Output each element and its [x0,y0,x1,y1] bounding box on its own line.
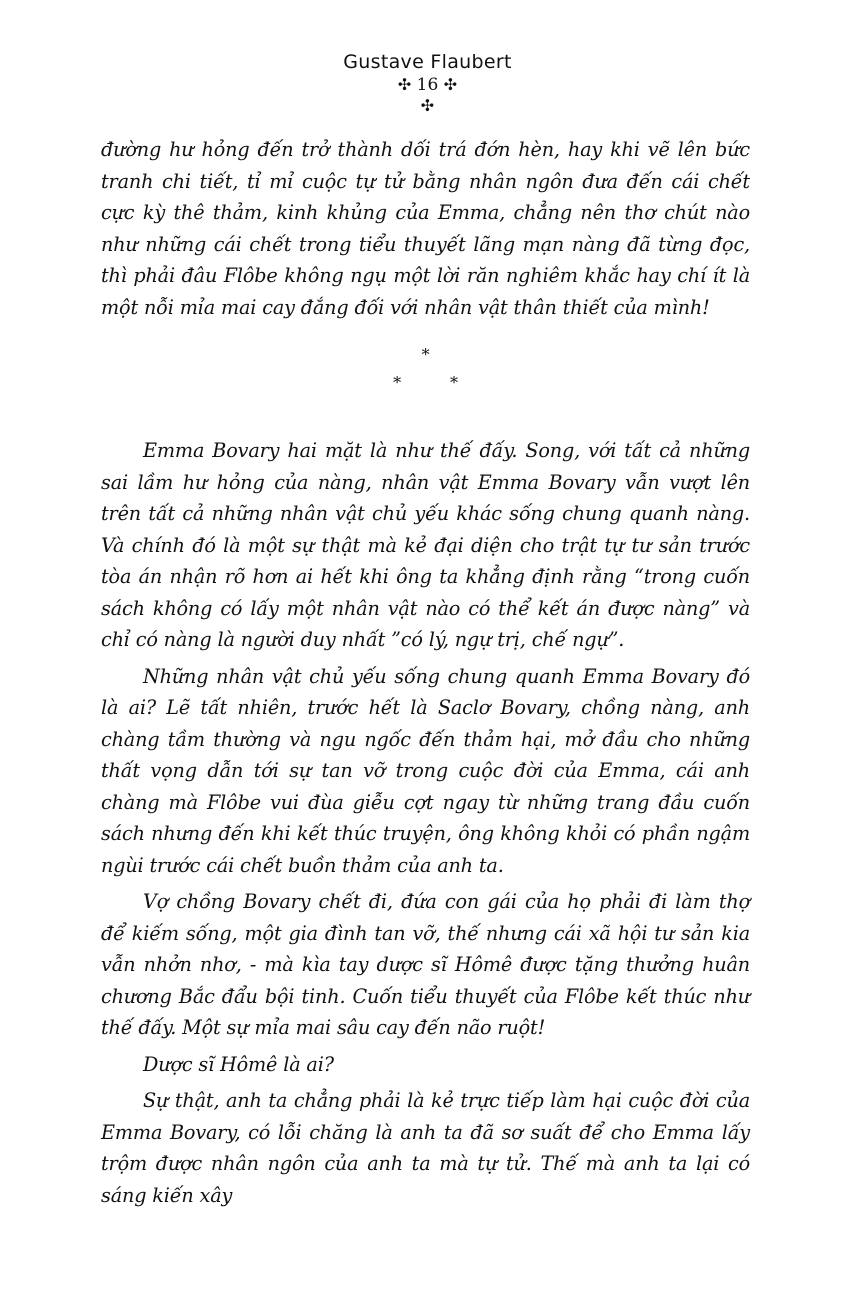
page-number-line [0,74,855,96]
separator-star: * [450,373,458,392]
four-petal-ornament-icon: ✣ [443,75,458,94]
paragraph: Những nhân vật chủ yếu sống chung quanh Emma Bovary đó là ai? Lẽ tất nhiên, trước hết là Saclơ Bovary, chồng nàng, anh chàng tầm thường và ngu ngốc đến thảm hại, mở đầu cho những thất vọng dẫn tới sự tan vỡ trong cuộc đời của Emma, cái anh chàng mà Flôbe vui đùa giễu cợt ngay từ những trang đầu cuốn sách nhưng đến khi kết thúc truyện, ông không khỏi có phần ngậm ngùi trước cái chết buồn thảm của anh ta. [101,664,750,877]
separator-star: * [421,345,430,364]
paragraph: Vợ chồng Bovary chết đi, đứa con gái của họ phải đi làm thợ để kiếm sống, một gia đình tan vỡ, thế nhưng cái xã hội tư sản kia vẫn nhởn nhơ, - mà kìa tay dược sĩ Hômê được tặng thưởng huân chương Bắc đẩu bội tinh. Cuốn tiểu thuyết của Flôbe kết thúc như thế đấy. Một sự mỉa mai sâu cay đến não ruột! [101,890,750,1039]
separator-star: * [393,373,401,392]
paragraph: Dược sĩ Hômê là ai? [143,1052,334,1076]
paragraph: Emma Bovary hai mặt là như thế đấy. Song, với tất cả những sai lầm hư hỏng của nàng, nhân vật Emma Bovary vẫn vượt lên trên tất cả những nhân vật chủ yếu khác sống chung quanh nàng. Và chính đó là một sự thật mà kẻ đại diện cho trật tự tư sản trước tòa án nhận rõ hơn ai hết khi ông ta khẳng định rằng “trong cuốn sách không có lấy một nhân vật nào có thể kết án được nàng” và chỉ có nàng là người duy nhất ”có lý, ngự trị, chế ngự”. [101,439,750,651]
page-body [101,134,750,1216]
running-title-author: Gustave Flaubert [343,51,512,73]
four-petal-ornament-icon: ✣ [397,75,412,94]
paragraph: Sự thật, anh ta chẳng phải là kẻ trực tiếp làm hại cuộc đời của Emma Bovary, có lỗi chăng là anh ta đã sơ suất để cho Emma lấy trộm được nhân ngôn của anh ta mà tự tử. Thế mà anh ta lại có sáng kiến xây [101,1089,750,1207]
four-petal-ornament-icon: ✣ [420,96,435,115]
section-separator [101,341,750,397]
page-number: 16 [416,75,439,95]
page-header [0,48,855,116]
paragraph: đường hư hỏng đến trở thành dối trá đớn hèn, hay khi vẽ lên bức tranh chi tiết, tỉ mỉ cuộc tự tử bằng nhân ngôn đưa đến cái chết cực kỳ thê thảm, kinh khủng của Emma, chẳng nên thơ chút nào như những cái chết trong tiểu thuyết lãng mạn nàng đã từng đọc, thì phải đâu Flôbe không ngụ một lời răn nghiêm khắc hay chí ít là một nỗi mỉa mai cay đắng đối với nhân vật thân thiết của mình! [101,138,750,319]
